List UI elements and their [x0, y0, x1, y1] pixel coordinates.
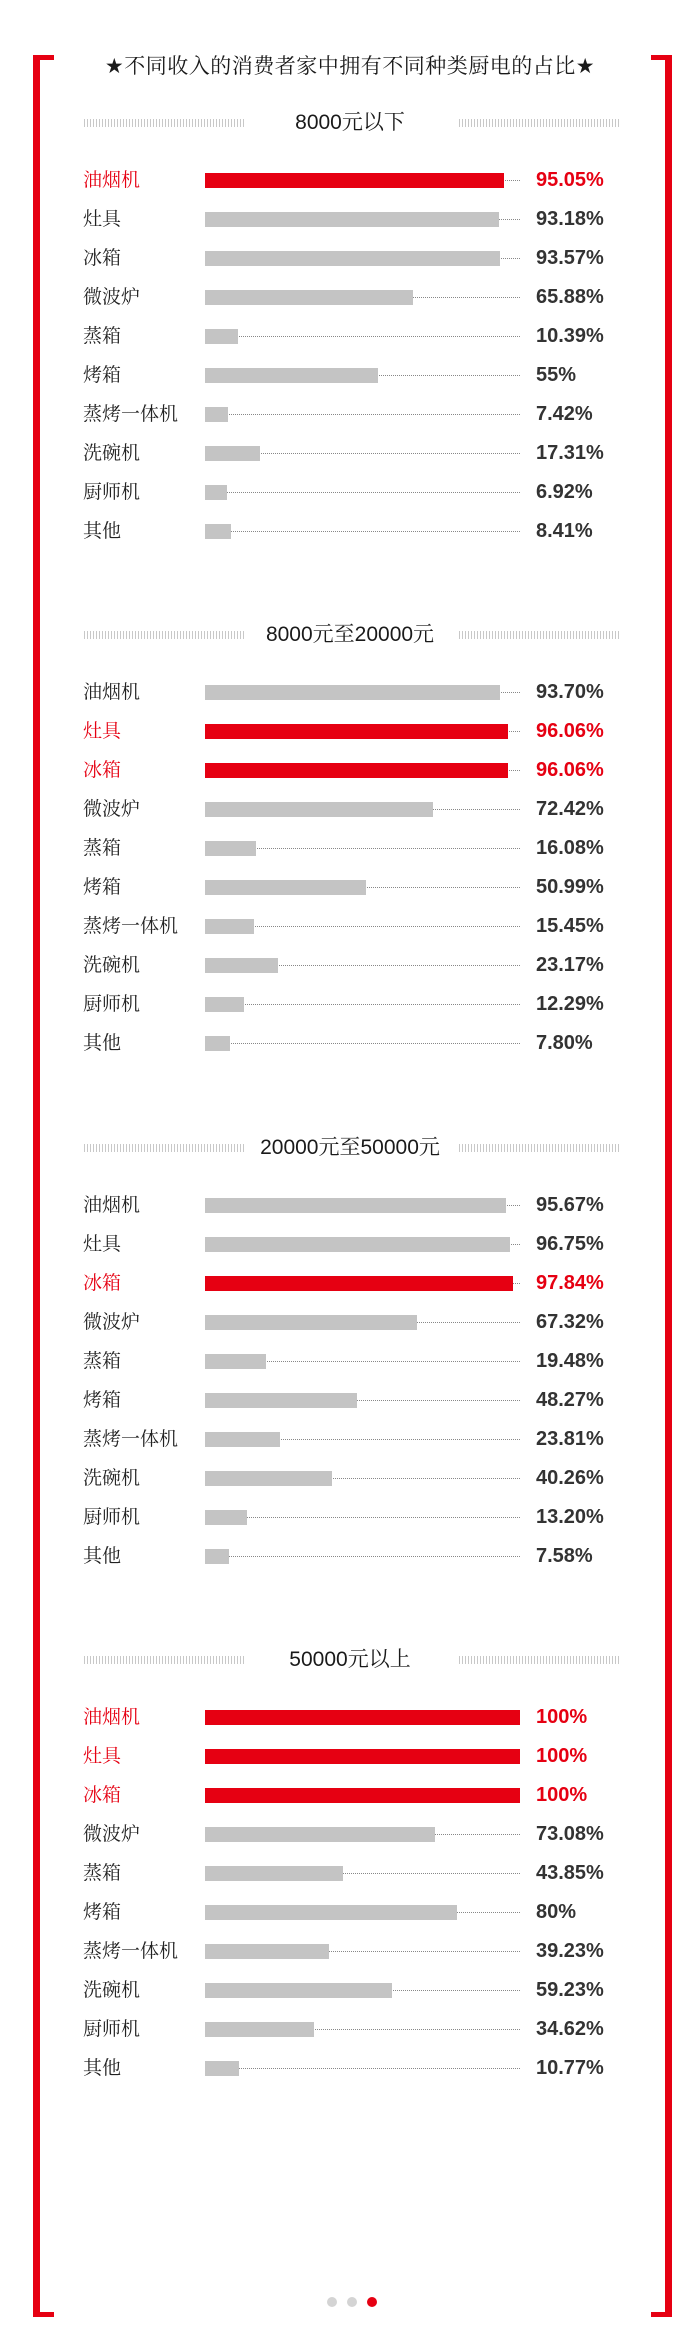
category-label: 烤箱 [83, 1389, 122, 1411]
value-label: 93.18% [536, 208, 604, 230]
value-label: 96.06% [536, 759, 604, 781]
category-label: 其他 [83, 520, 122, 542]
category-label: 厨师机 [83, 481, 141, 503]
category-label: 蒸烤一体机 [83, 1428, 179, 1450]
category-label: 冰箱 [83, 247, 122, 269]
bar [205, 251, 500, 266]
bar-row [0, 239, 700, 278]
bar [205, 485, 227, 500]
bar [205, 841, 256, 856]
bar-row [0, 1776, 700, 1815]
bar-row [0, 278, 700, 317]
bar [205, 763, 508, 778]
category-label: 微波炉 [83, 1311, 141, 1333]
category-label: 其他 [83, 2057, 122, 2079]
value-label: 15.45% [536, 915, 604, 937]
bar-row [0, 1893, 700, 1932]
bar [205, 1944, 329, 1959]
category-label: 冰箱 [83, 759, 122, 781]
bar-row [0, 985, 700, 1024]
bar [205, 1866, 343, 1881]
bar [205, 1237, 510, 1252]
bar [205, 368, 378, 383]
bar [205, 919, 254, 934]
bar-row [0, 2049, 700, 2088]
bar [205, 1315, 417, 1330]
value-label: 7.42% [536, 403, 593, 425]
category-label: 蒸箱 [83, 837, 122, 859]
bar-row [0, 1854, 700, 1893]
income-section-3 [0, 1133, 700, 1576]
value-label: 13.20% [536, 1506, 604, 1528]
bar [205, 212, 499, 227]
category-label: 其他 [83, 1545, 122, 1567]
bar [205, 724, 508, 739]
bar-row [0, 317, 700, 356]
bar [205, 1354, 266, 1369]
category-label: 蒸烤一体机 [83, 1940, 179, 1962]
bar [205, 2022, 314, 2037]
category-label: 灶具 [83, 1233, 122, 1255]
category-label: 微波炉 [83, 1823, 141, 1845]
value-label: 95.05% [536, 169, 604, 191]
category-label: 灶具 [83, 1745, 122, 1767]
section-header [0, 108, 700, 138]
bar-row [0, 1537, 700, 1576]
bar [205, 329, 238, 344]
value-label: 73.08% [536, 1823, 604, 1845]
value-label: 93.57% [536, 247, 604, 269]
bar-row [0, 1498, 700, 1537]
bar-row [0, 512, 700, 551]
value-label: 55% [536, 364, 577, 386]
value-label: 8.41% [536, 520, 593, 542]
bar-track-dotted-line [205, 492, 520, 493]
bar [205, 1905, 457, 1920]
category-label: 烤箱 [83, 364, 122, 386]
bar [205, 1510, 247, 1525]
bar-row [0, 1225, 700, 1264]
category-label: 蒸箱 [83, 1350, 122, 1372]
bar [205, 1198, 506, 1213]
bar-row [0, 395, 700, 434]
category-label: 油烟机 [83, 1706, 141, 1728]
bar-row [0, 1264, 700, 1303]
bar-row [0, 1737, 700, 1776]
category-label: 油烟机 [83, 169, 141, 191]
bar-row [0, 946, 700, 985]
bar-row [0, 1342, 700, 1381]
bar-row [0, 200, 700, 239]
pagination-dot[interactable] [347, 2297, 357, 2307]
bar [205, 1788, 520, 1803]
bar [205, 290, 413, 305]
category-label: 厨师机 [83, 993, 141, 1015]
bar [205, 685, 500, 700]
bar [205, 802, 433, 817]
category-label: 冰箱 [83, 1784, 122, 1806]
category-label: 蒸烤一体机 [83, 403, 179, 425]
value-label: 23.81% [536, 1428, 604, 1450]
bar-row [0, 2010, 700, 2049]
bar [205, 880, 366, 895]
value-label: 48.27% [536, 1389, 604, 1411]
category-label: 烤箱 [83, 1901, 122, 1923]
bar-track-dotted-line [205, 1517, 520, 1518]
page-title: ★不同收入的消费者家中拥有不同种类厨电的占比★ [104, 54, 596, 78]
bar-row [0, 712, 700, 751]
value-label: 17.31% [536, 442, 604, 464]
bar-row [0, 829, 700, 868]
value-label: 100% [536, 1706, 588, 1728]
bar [205, 1471, 332, 1486]
bar-row [0, 868, 700, 907]
section-title: 20000元至50000元 [260, 1136, 440, 1159]
category-label: 厨师机 [83, 2018, 141, 2040]
bar [205, 1749, 520, 1764]
value-label: 96.06% [536, 720, 604, 742]
bar [205, 1393, 357, 1408]
bar [205, 1549, 229, 1564]
bar [205, 1276, 513, 1291]
bar-row [0, 1420, 700, 1459]
value-label: 23.17% [536, 954, 604, 976]
bar [205, 958, 278, 973]
category-label: 蒸箱 [83, 1862, 122, 1884]
bar [205, 2061, 239, 2076]
value-label: 96.75% [536, 1233, 604, 1255]
value-label: 40.26% [536, 1467, 604, 1489]
category-label: 油烟机 [83, 1194, 141, 1216]
category-label: 微波炉 [83, 286, 141, 308]
bar-row [0, 161, 700, 200]
value-label: 10.39% [536, 325, 604, 347]
category-label: 微波炉 [83, 798, 141, 820]
value-label: 72.42% [536, 798, 604, 820]
value-label: 7.58% [536, 1545, 593, 1567]
bar-row [0, 907, 700, 946]
category-label: 灶具 [83, 720, 122, 742]
bar-row [0, 790, 700, 829]
category-label: 洗碗机 [83, 1979, 141, 2001]
value-label: 65.88% [536, 286, 604, 308]
bar-row [0, 673, 700, 712]
bar-row [0, 1932, 700, 1971]
bar-row [0, 1381, 700, 1420]
bar-track-dotted-line [205, 531, 520, 532]
value-label: 19.48% [536, 1350, 604, 1372]
bar-track-dotted-line [205, 1556, 520, 1557]
value-label: 59.23% [536, 1979, 604, 2001]
bar-row [0, 434, 700, 473]
income-section-2 [0, 620, 700, 1063]
bar [205, 1432, 280, 1447]
category-label: 灶具 [83, 208, 122, 230]
bar [205, 1827, 435, 1842]
value-label: 43.85% [536, 1862, 604, 1884]
value-label: 7.80% [536, 1032, 593, 1054]
bar-row [0, 356, 700, 395]
section-title: 8000元至20000元 [265, 623, 435, 646]
bar [205, 524, 231, 539]
income-section-1 [0, 108, 700, 551]
bar-row [0, 1971, 700, 2010]
category-label: 其他 [83, 1032, 122, 1054]
bar-row [0, 1459, 700, 1498]
bar [205, 1036, 230, 1051]
value-label: 95.67% [536, 1194, 604, 1216]
bar [205, 407, 228, 422]
bar [205, 997, 244, 1012]
bar-row [0, 1186, 700, 1225]
value-label: 93.70% [536, 681, 604, 703]
section-header [0, 1645, 700, 1675]
bar [205, 446, 260, 461]
value-label: 50.99% [536, 876, 604, 898]
bar-row [0, 1815, 700, 1854]
category-label: 洗碗机 [83, 1467, 141, 1489]
category-label: 蒸烤一体机 [83, 915, 179, 937]
value-label: 12.29% [536, 993, 604, 1015]
pagination-dots [0, 2297, 700, 2309]
bar-row [0, 473, 700, 512]
pagination-dot[interactable] [327, 2297, 337, 2307]
bar-track-dotted-line [205, 414, 520, 415]
value-label: 97.84% [536, 1272, 604, 1294]
bar-row [0, 751, 700, 790]
category-label: 洗碗机 [83, 954, 141, 976]
value-label: 80% [536, 1901, 577, 1923]
category-label: 厨师机 [83, 1506, 141, 1528]
bar-row [0, 1698, 700, 1737]
section-header [0, 620, 700, 650]
section-title: 50000元以上 [289, 1648, 411, 1671]
bar-track-dotted-line [205, 2068, 520, 2069]
value-label: 100% [536, 1784, 588, 1806]
bar [205, 1983, 392, 1998]
category-label: 蒸箱 [83, 325, 122, 347]
bar-track-dotted-line [205, 1004, 520, 1005]
value-label: 34.62% [536, 2018, 604, 2040]
income-section-4 [0, 1645, 700, 2088]
bar-track-dotted-line [205, 336, 520, 337]
section-header [0, 1133, 700, 1163]
category-label: 烤箱 [83, 876, 122, 898]
bar-row [0, 1024, 700, 1063]
bar [205, 1710, 520, 1725]
bar [205, 173, 504, 188]
value-label: 10.77% [536, 2057, 604, 2079]
category-label: 洗碗机 [83, 442, 141, 464]
value-label: 16.08% [536, 837, 604, 859]
value-label: 39.23% [536, 1940, 604, 1962]
value-label: 67.32% [536, 1311, 604, 1333]
value-label: 100% [536, 1745, 588, 1767]
category-label: 油烟机 [83, 681, 141, 703]
value-label: 6.92% [536, 481, 593, 503]
bar-row [0, 1303, 700, 1342]
bar-track-dotted-line [205, 1043, 520, 1044]
category-label: 冰箱 [83, 1272, 122, 1294]
section-title: 8000元以下 [295, 111, 405, 134]
pagination-dot[interactable] [367, 2297, 377, 2307]
